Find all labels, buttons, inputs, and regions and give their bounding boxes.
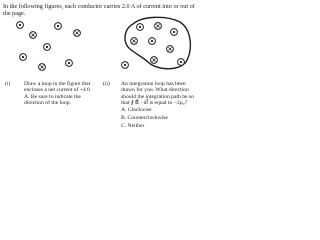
conductor-figures [0,0,200,80]
choice-neither[interactable]: C. Neither [121,123,145,129]
dot-in-circle-icon [44,44,51,51]
dot-in-circle-icon [55,23,62,30]
cross-in-circle-icon [131,38,138,45]
part-ii-question: An integration loop has been drawn for you. What direction should the integration path be so that ∮ B⃗ · dl⃗ is equal to −2μ₀? [121,81,194,107]
dot-in-circle-icon [178,59,185,66]
cross-in-circle-icon [151,57,158,64]
left-figure [17,22,81,71]
right-figure [122,17,191,68]
cross-in-circle-icon [39,64,46,71]
cross-in-circle-icon [155,23,162,30]
choice-clockwise[interactable]: A. Clockwise [121,107,152,113]
part-i-question: Draw a loop in the figure that encloses a net current of +4.0 A. Be sure to indicate the direction of the loop. [24,81,91,107]
cross-in-circle-icon [30,32,37,39]
dot-in-circle-icon [137,24,144,31]
dot-in-circle-icon [66,60,73,67]
dot-in-circle-icon [122,62,129,69]
part-i-label: (i) [5,81,11,87]
dot-in-circle-icon [20,54,27,61]
dot-in-circle-icon [171,29,178,36]
cross-in-circle-icon [74,30,81,37]
dot-in-circle-icon [149,38,156,45]
part-ii-label: (ii) [103,81,110,87]
problem-intro: In the following figures, each conductor carries 2.0 A of current into or out of the page. [3,3,195,18]
dot-in-circle-icon [17,22,24,29]
choice-counterclockwise[interactable]: B. Counterclockwise [121,115,168,121]
cross-in-circle-icon [167,46,174,53]
